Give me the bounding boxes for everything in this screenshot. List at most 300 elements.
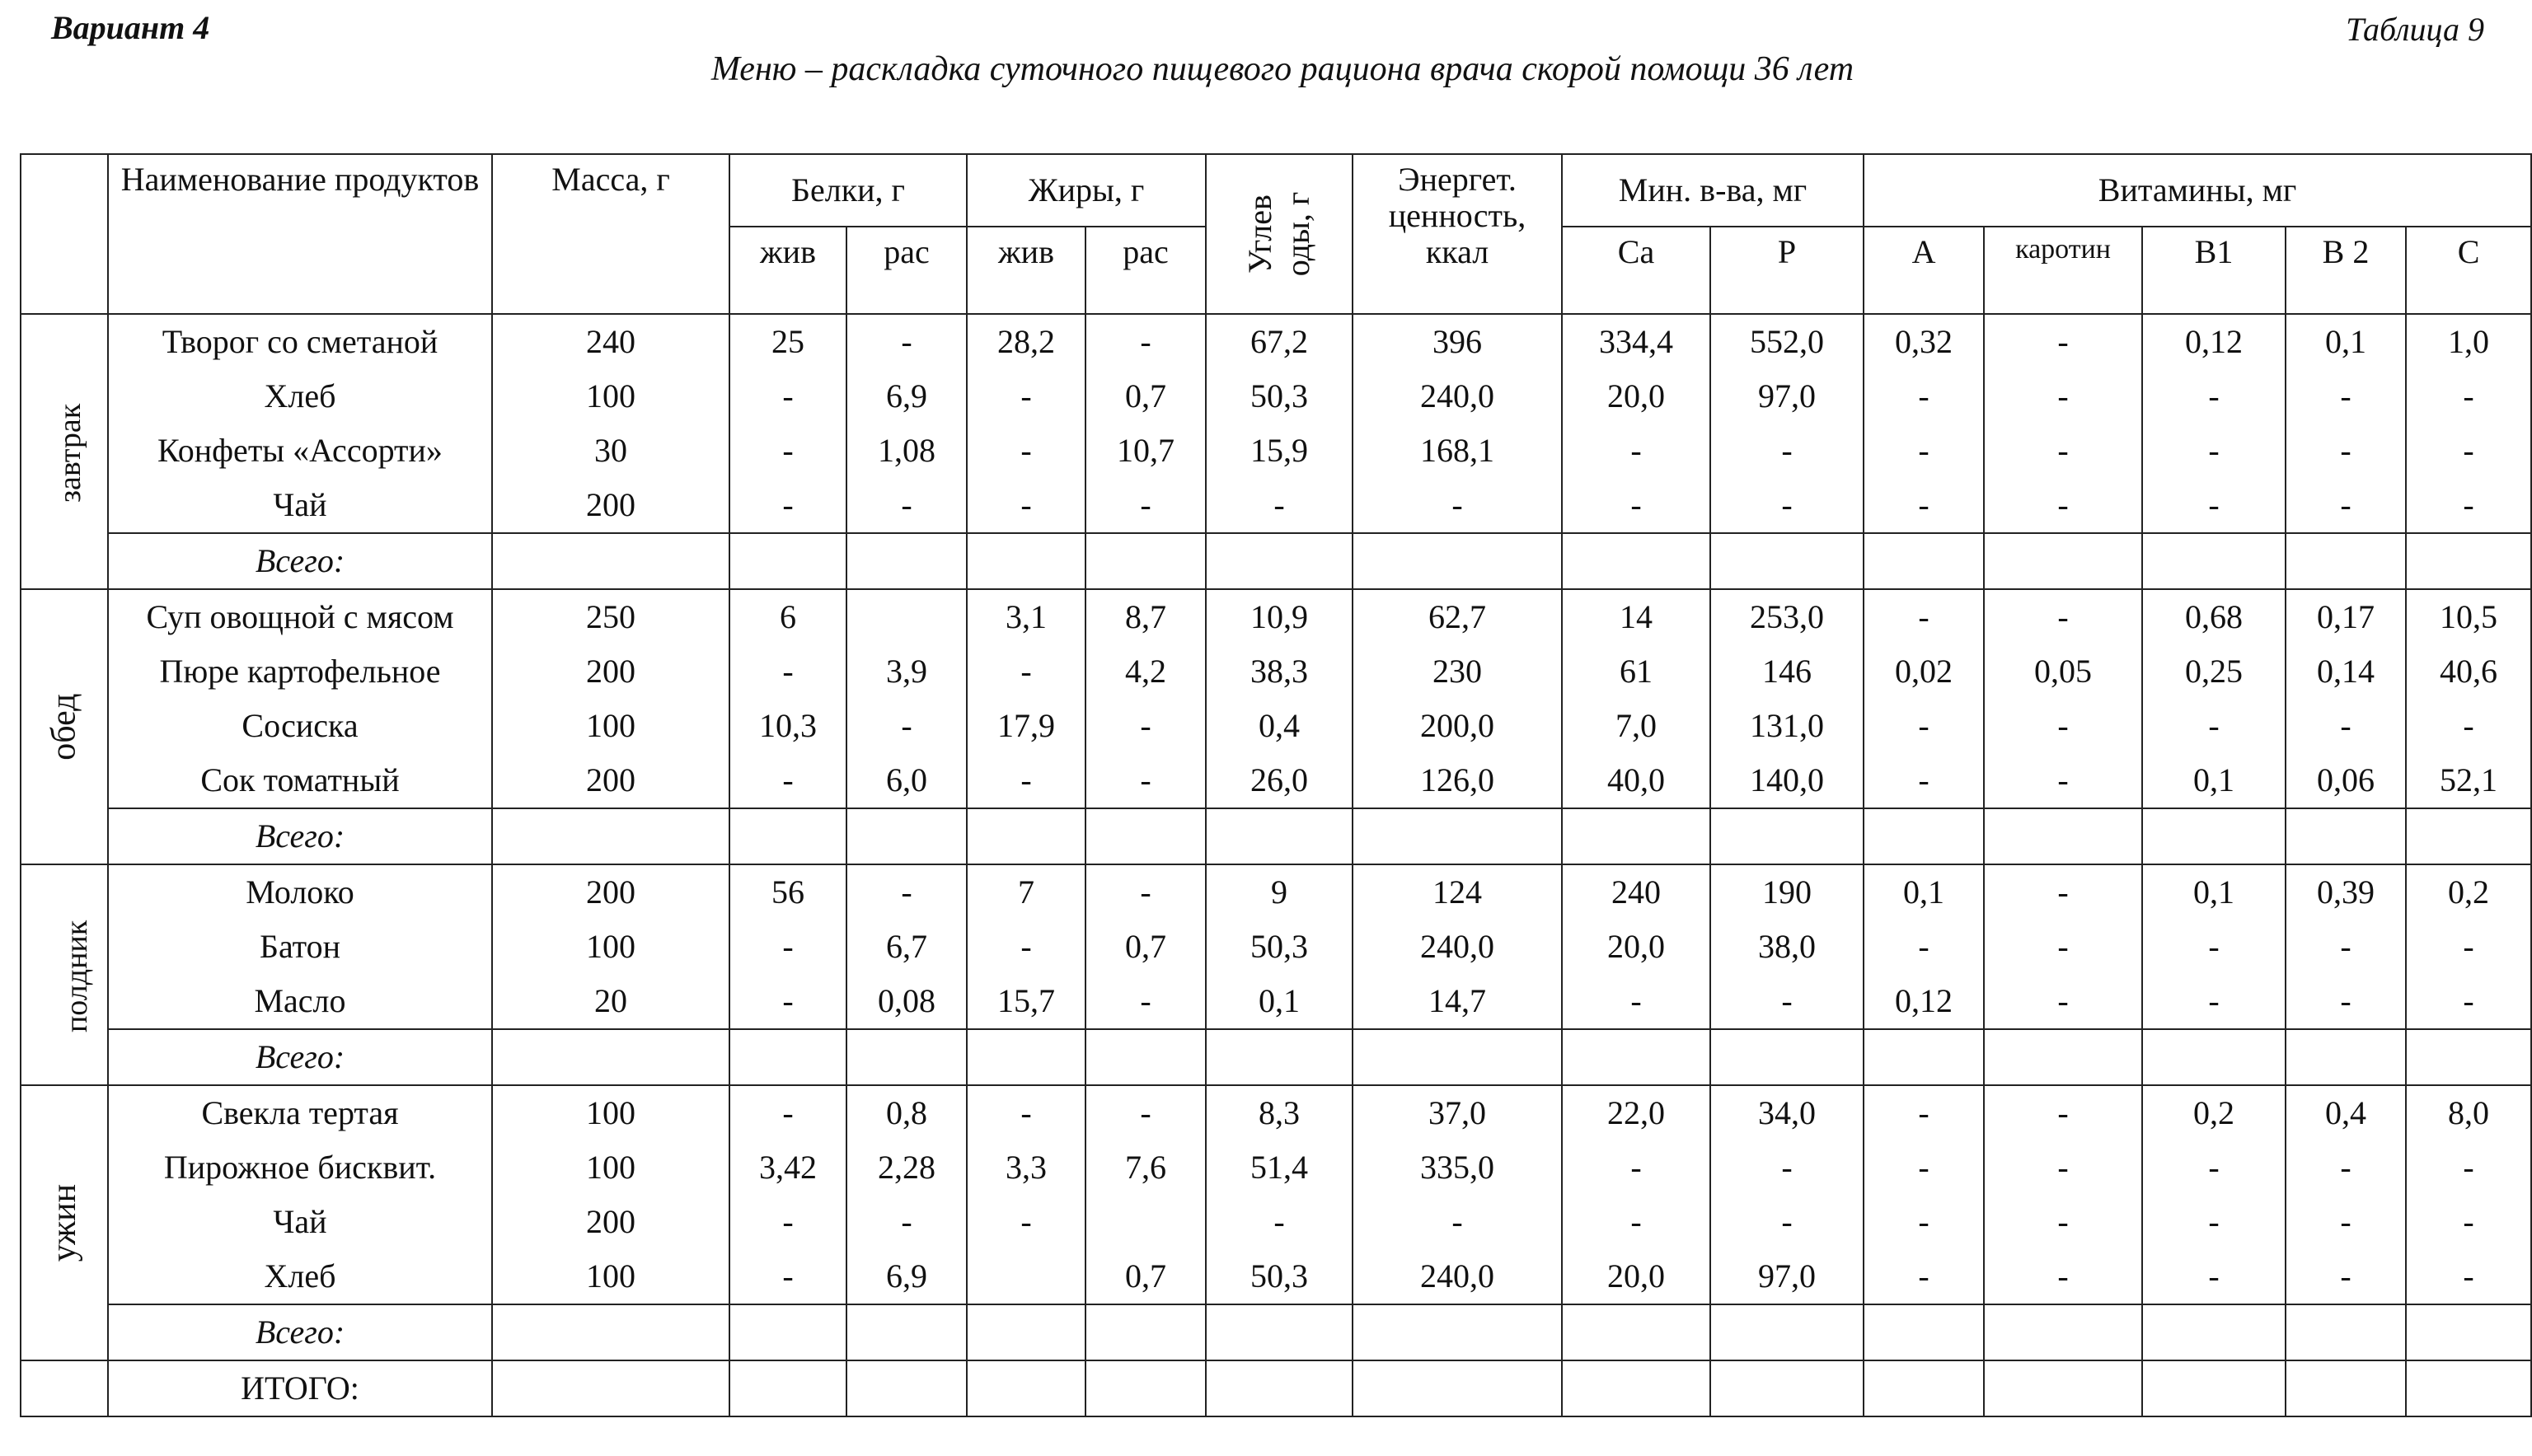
value-cell: 0,4 <box>1206 699 1353 753</box>
value-cell: - <box>2142 1140 2286 1195</box>
value-cell: - <box>2142 1195 2286 1249</box>
value-cell: - <box>1353 1195 1562 1249</box>
value-cell: 51,4 <box>1206 1140 1353 1195</box>
empty-total-cell <box>1710 1029 1864 1085</box>
value-cell: 0,1 <box>1206 974 1353 1029</box>
empty-total-cell <box>846 1029 967 1085</box>
value-cell: 10,3 <box>729 699 846 753</box>
value-cell: - <box>1562 974 1710 1029</box>
header-fat-animal: жив <box>967 227 1085 314</box>
value-cell: - <box>1984 424 2142 478</box>
empty-total-cell <box>1710 808 1864 864</box>
header-carbs-line1: Углев <box>1240 194 1278 274</box>
value-cell: 10,7 <box>1085 424 1206 478</box>
meal-name: полдник <box>59 920 95 1032</box>
value-cell: 335,0 <box>1353 1140 1562 1195</box>
table-row <box>21 644 2531 699</box>
value-cell: 100 <box>492 1085 729 1140</box>
meal-total-row <box>21 1304 2531 1360</box>
value-cell: 22,0 <box>1562 1085 1710 1140</box>
value-cell: 1,08 <box>846 424 967 478</box>
value-cell: - <box>1984 974 2142 1029</box>
value-cell: - <box>2286 1140 2406 1195</box>
meal-total-row <box>21 808 2531 864</box>
value-cell: - <box>1984 753 2142 808</box>
table-row <box>21 974 2531 1029</box>
value-cell: 0,7 <box>1085 1249 1206 1304</box>
grand-total-row <box>21 1360 2531 1416</box>
empty-total-cell <box>1206 1304 1353 1360</box>
value-cell: - <box>2406 1195 2531 1249</box>
value-cell: - <box>2142 478 2286 533</box>
header-carbs-line2: оды, г <box>1278 191 1316 277</box>
value-cell: - <box>1864 920 1984 974</box>
value-cell: 6,0 <box>846 753 967 808</box>
value-cell: 0,7 <box>1085 920 1206 974</box>
value-cell: 1,0 <box>2406 314 2531 369</box>
empty-total-cell <box>492 1304 729 1360</box>
value-cell: 131,0 <box>1710 699 1864 753</box>
value-cell: - <box>1085 864 1206 920</box>
value-cell: - <box>2406 1140 2531 1195</box>
value-cell: - <box>2286 974 2406 1029</box>
value-cell: 124 <box>1353 864 1562 920</box>
empty-total-cell <box>2142 1029 2286 1085</box>
value-cell: 40,6 <box>2406 644 2531 699</box>
value-cell: - <box>1562 424 1710 478</box>
value-cell: 97,0 <box>1710 1249 1864 1304</box>
empty-total-cell <box>1353 1029 1562 1085</box>
value-cell: 0,1 <box>2286 314 2406 369</box>
table-row <box>21 1085 2531 1140</box>
value-cell: 200 <box>492 1195 729 1249</box>
value-cell: 334,4 <box>1562 314 1710 369</box>
value-cell: - <box>2142 699 2286 753</box>
value-cell: - <box>2142 369 2286 424</box>
header-product-name: Наименование продуктов <box>108 154 492 314</box>
empty-total-cell <box>1864 1029 1984 1085</box>
empty-total-cell <box>1085 533 1206 589</box>
meal-label-cell <box>21 589 108 864</box>
empty-total-cell <box>2142 1304 2286 1360</box>
value-cell: 30 <box>492 424 729 478</box>
product-name-cell: Творог со сметаной <box>108 314 492 369</box>
value-cell: - <box>2406 920 2531 974</box>
value-cell: 0,39 <box>2286 864 2406 920</box>
value-cell: 168,1 <box>1353 424 1562 478</box>
value-cell: 3,42 <box>729 1140 846 1195</box>
empty-total-cell <box>1710 533 1864 589</box>
value-cell: 6,9 <box>846 1249 967 1304</box>
value-cell: - <box>1984 1195 2142 1249</box>
value-cell: 250 <box>492 589 729 644</box>
product-name-cell: Батон <box>108 920 492 974</box>
value-cell: - <box>1984 369 2142 424</box>
table-row <box>21 699 2531 753</box>
value-cell: 3,3 <box>967 1140 1085 1195</box>
value-cell: 126,0 <box>1353 753 1562 808</box>
grand-total-label: ИТОГО: <box>108 1360 492 1416</box>
empty-total-cell <box>1206 533 1353 589</box>
value-cell: - <box>1864 1140 1984 1195</box>
value-cell: - <box>2142 1249 2286 1304</box>
empty-total-cell <box>1984 533 2142 589</box>
product-name-cell: Масло <box>108 974 492 1029</box>
empty-total-cell <box>1864 533 1984 589</box>
value-cell: - <box>729 974 846 1029</box>
empty-total-cell <box>729 1360 846 1416</box>
table-row <box>21 424 2531 478</box>
value-cell <box>967 1249 1085 1304</box>
table-row <box>21 314 2531 369</box>
value-cell: - <box>1085 478 1206 533</box>
value-cell: - <box>2142 424 2286 478</box>
value-cell: 0,02 <box>1864 644 1984 699</box>
table-row <box>21 369 2531 424</box>
value-cell: 3,1 <box>967 589 1085 644</box>
value-cell: - <box>967 424 1085 478</box>
value-cell: 200 <box>492 753 729 808</box>
value-cell: 0,17 <box>2286 589 2406 644</box>
value-cell: - <box>2406 699 2531 753</box>
empty-total-cell <box>967 808 1085 864</box>
value-cell: 0,32 <box>1864 314 1984 369</box>
value-cell: 0,1 <box>2142 864 2286 920</box>
value-cell: - <box>729 753 846 808</box>
header-vit-b1: B1 <box>2142 227 2286 314</box>
meal-name: обед <box>45 693 83 761</box>
empty-total-cell <box>1710 1360 1864 1416</box>
value-cell: 0,14 <box>2286 644 2406 699</box>
value-cell: - <box>1864 699 1984 753</box>
value-cell: 10,9 <box>1206 589 1353 644</box>
value-cell: 50,3 <box>1206 1249 1353 1304</box>
value-cell: 10,5 <box>2406 589 2531 644</box>
value-cell: - <box>846 1195 967 1249</box>
table-row <box>21 478 2531 533</box>
empty-total-cell <box>967 1360 1085 1416</box>
value-cell: - <box>967 920 1085 974</box>
value-cell: - <box>1085 974 1206 1029</box>
meal-label-cell <box>21 864 108 1085</box>
value-cell: - <box>1864 753 1984 808</box>
empty-total-cell <box>729 1304 846 1360</box>
value-cell: - <box>2406 1249 2531 1304</box>
table-row <box>21 1140 2531 1195</box>
value-cell: - <box>1984 864 2142 920</box>
empty-total-cell <box>1353 533 1562 589</box>
empty-total-cell <box>1864 1304 1984 1360</box>
meal-total-row <box>21 1029 2531 1085</box>
value-cell: 14,7 <box>1353 974 1562 1029</box>
header-mass: Масса, г <box>492 154 729 314</box>
value-cell: - <box>729 369 846 424</box>
value-cell: 552,0 <box>1710 314 1864 369</box>
value-cell: - <box>2286 424 2406 478</box>
value-cell: - <box>1710 424 1864 478</box>
value-cell: 240 <box>492 314 729 369</box>
product-name-cell: Конфеты «Ассорти» <box>108 424 492 478</box>
meal-total-label: Всего: <box>108 533 492 589</box>
value-cell: 26,0 <box>1206 753 1353 808</box>
value-cell: - <box>1864 1195 1984 1249</box>
empty-total-cell <box>2406 1304 2531 1360</box>
value-cell: - <box>1864 1249 1984 1304</box>
value-cell: 20 <box>492 974 729 1029</box>
value-cell: 0,1 <box>1864 864 1984 920</box>
value-cell: 0,12 <box>1864 974 1984 1029</box>
empty-total-cell <box>2286 533 2406 589</box>
value-cell: - <box>1864 369 1984 424</box>
value-cell: - <box>2406 424 2531 478</box>
header-vit-b2: B 2 <box>2286 227 2406 314</box>
meal-label-cell <box>21 1085 108 1360</box>
value-cell: - <box>1984 314 2142 369</box>
empty-total-cell <box>492 533 729 589</box>
value-cell: - <box>2286 699 2406 753</box>
header-fat: Жиры, г <box>967 154 1206 227</box>
empty-total-cell <box>967 533 1085 589</box>
empty-total-cell <box>1085 1029 1206 1085</box>
empty-total-cell <box>846 808 967 864</box>
value-cell: 8,0 <box>2406 1085 2531 1140</box>
empty-total-cell <box>1206 808 1353 864</box>
table-row <box>21 1249 2531 1304</box>
value-cell: 6,7 <box>846 920 967 974</box>
value-cell: 28,2 <box>967 314 1085 369</box>
meal-name: завтрак <box>53 403 88 503</box>
value-cell: 0,7 <box>1085 369 1206 424</box>
empty-total-cell <box>1562 1360 1710 1416</box>
meal-name: ужин <box>45 1183 83 1262</box>
value-cell: - <box>1085 314 1206 369</box>
header-energy: Энергет. ценность, ккал <box>1353 154 1562 314</box>
value-cell: - <box>1984 699 2142 753</box>
value-cell: 97,0 <box>1710 369 1864 424</box>
value-cell: - <box>2286 1195 2406 1249</box>
empty-total-cell <box>967 1029 1085 1085</box>
value-cell: 7,6 <box>1085 1140 1206 1195</box>
value-cell: 62,7 <box>1353 589 1562 644</box>
value-cell: 200 <box>492 644 729 699</box>
empty-total-cell <box>1984 1029 2142 1085</box>
value-cell: 34,0 <box>1710 1085 1864 1140</box>
header-protein-animal: жив <box>729 227 846 314</box>
value-cell: 9 <box>1206 864 1353 920</box>
value-cell: 14 <box>1562 589 1710 644</box>
value-cell: 140,0 <box>1710 753 1864 808</box>
empty-total-cell <box>729 808 846 864</box>
empty-total-cell <box>1984 1304 2142 1360</box>
value-cell: 50,3 <box>1206 920 1353 974</box>
empty-total-cell <box>492 1360 729 1416</box>
empty-total-cell <box>846 1304 967 1360</box>
product-name-cell: Сок томатный <box>108 753 492 808</box>
value-cell: - <box>1984 1085 2142 1140</box>
value-cell: - <box>1562 1195 1710 1249</box>
empty-total-cell <box>2142 808 2286 864</box>
empty-total-cell <box>2406 533 2531 589</box>
empty-total-cell <box>1562 533 1710 589</box>
value-cell: 20,0 <box>1562 920 1710 974</box>
meal-total-label: Всего: <box>108 1029 492 1085</box>
value-cell: 240 <box>1562 864 1710 920</box>
value-cell: - <box>2286 369 2406 424</box>
value-cell: 0,8 <box>846 1085 967 1140</box>
value-cell: - <box>2406 974 2531 1029</box>
value-cell: 100 <box>492 1249 729 1304</box>
header-minerals: Мин. в-ва, мг <box>1562 154 1864 227</box>
empty-total-cell <box>1562 1304 1710 1360</box>
value-cell: 146 <box>1710 644 1864 699</box>
value-cell: 200 <box>492 864 729 920</box>
header-ca: Ca <box>1562 227 1710 314</box>
empty-total-cell <box>2406 1360 2531 1416</box>
value-cell: - <box>1710 1140 1864 1195</box>
value-cell: - <box>967 369 1085 424</box>
value-cell: 0,1 <box>2142 753 2286 808</box>
header-protein: Белки, г <box>729 154 967 227</box>
value-cell: 50,3 <box>1206 369 1353 424</box>
value-cell: 0,05 <box>1984 644 2142 699</box>
empty-total-cell <box>1206 1029 1353 1085</box>
product-name-cell: Пюре картофельное <box>108 644 492 699</box>
value-cell: 7,0 <box>1562 699 1710 753</box>
value-cell: - <box>2286 920 2406 974</box>
value-cell: - <box>1710 478 1864 533</box>
value-cell: - <box>1864 478 1984 533</box>
empty-total-cell <box>2286 1304 2406 1360</box>
value-cell <box>846 589 967 644</box>
product-name-cell: Чай <box>108 478 492 533</box>
value-cell: - <box>1562 478 1710 533</box>
value-cell: - <box>729 424 846 478</box>
empty-total-cell <box>1984 808 2142 864</box>
empty-total-cell <box>1353 808 1562 864</box>
empty-total-cell <box>1353 1304 1562 1360</box>
menu-body <box>21 314 2531 1416</box>
value-cell: - <box>1984 589 2142 644</box>
value-cell: 200,0 <box>1353 699 1562 753</box>
value-cell: - <box>2142 920 2286 974</box>
empty-total-cell <box>1864 808 1984 864</box>
value-cell: 0,12 <box>2142 314 2286 369</box>
table-number: Таблица 9 <box>2346 11 2484 48</box>
empty-total-cell <box>492 1029 729 1085</box>
value-cell: 230 <box>1353 644 1562 699</box>
empty-total-cell <box>729 1029 846 1085</box>
value-cell: - <box>846 314 967 369</box>
empty-total-cell <box>2142 1360 2286 1416</box>
value-cell: 52,1 <box>2406 753 2531 808</box>
header-protein-plant: рас <box>846 227 967 314</box>
value-cell: - <box>1710 974 1864 1029</box>
value-cell: - <box>2286 478 2406 533</box>
value-cell: 4,2 <box>1085 644 1206 699</box>
value-cell: - <box>846 478 967 533</box>
value-cell: - <box>2142 974 2286 1029</box>
empty-total-cell <box>1710 1304 1864 1360</box>
value-cell: - <box>729 644 846 699</box>
menu-table <box>20 153 2532 1417</box>
value-cell: - <box>729 478 846 533</box>
product-name-cell: Хлеб <box>108 1249 492 1304</box>
header-carotene: каротин <box>1984 227 2142 314</box>
value-cell: - <box>2406 369 2531 424</box>
variant-label: Вариант 4 <box>51 9 210 46</box>
value-cell: - <box>967 1085 1085 1140</box>
value-cell: 8,7 <box>1085 589 1206 644</box>
value-cell: 20,0 <box>1562 1249 1710 1304</box>
empty-total-cell <box>729 533 846 589</box>
value-cell: 100 <box>492 920 729 974</box>
value-cell: - <box>1864 424 1984 478</box>
value-cell: 0,4 <box>2286 1085 2406 1140</box>
empty-total-cell <box>1085 1304 1206 1360</box>
value-cell: - <box>1984 1140 2142 1195</box>
value-cell: 0,06 <box>2286 753 2406 808</box>
value-cell: 240,0 <box>1353 1249 1562 1304</box>
value-cell: - <box>1984 478 2142 533</box>
value-cell: 20,0 <box>1562 369 1710 424</box>
value-cell: 15,7 <box>967 974 1085 1029</box>
value-cell: 100 <box>492 369 729 424</box>
value-cell: 17,9 <box>967 699 1085 753</box>
empty-total-cell <box>2286 808 2406 864</box>
product-name-cell: Сосиска <box>108 699 492 753</box>
empty-total-cell <box>1085 808 1206 864</box>
empty-total-cell <box>1353 1360 1562 1416</box>
value-cell: - <box>1206 478 1353 533</box>
value-cell: 100 <box>492 1140 729 1195</box>
value-cell: 200 <box>492 478 729 533</box>
empty-total-cell <box>846 1360 967 1416</box>
value-cell: 40,0 <box>1562 753 1710 808</box>
empty-total-cell <box>967 1304 1085 1360</box>
value-cell: 67,2 <box>1206 314 1353 369</box>
header-meal-col <box>21 154 108 314</box>
header-vitamins: Витамины, мг <box>1864 154 2531 227</box>
value-cell: 3,9 <box>846 644 967 699</box>
meal-total-label: Всего: <box>108 808 492 864</box>
value-cell: - <box>967 478 1085 533</box>
value-cell: - <box>1085 699 1206 753</box>
value-cell: - <box>2406 478 2531 533</box>
empty-total-cell <box>1562 1029 1710 1085</box>
header-vit-c: C <box>2406 227 2531 314</box>
value-cell: - <box>1864 589 1984 644</box>
value-cell: 0,25 <box>2142 644 2286 699</box>
table-row <box>21 589 2531 644</box>
value-cell: - <box>729 1085 846 1140</box>
empty-total-cell <box>1562 808 1710 864</box>
value-cell: - <box>1085 1085 1206 1140</box>
grand-total-meal-cell <box>21 1360 108 1416</box>
value-cell: 240,0 <box>1353 920 1562 974</box>
header-carbs <box>1206 154 1353 314</box>
value-cell: - <box>1984 1249 2142 1304</box>
empty-total-cell <box>1984 1360 2142 1416</box>
value-cell: - <box>729 1195 846 1249</box>
meal-total-label: Всего: <box>108 1304 492 1360</box>
value-cell: - <box>729 920 846 974</box>
value-cell: - <box>1864 1085 1984 1140</box>
value-cell: 56 <box>729 864 846 920</box>
value-cell: 38,0 <box>1710 920 1864 974</box>
value-cell: - <box>1085 753 1206 808</box>
table-row <box>21 864 2531 920</box>
value-cell: 37,0 <box>1353 1085 1562 1140</box>
